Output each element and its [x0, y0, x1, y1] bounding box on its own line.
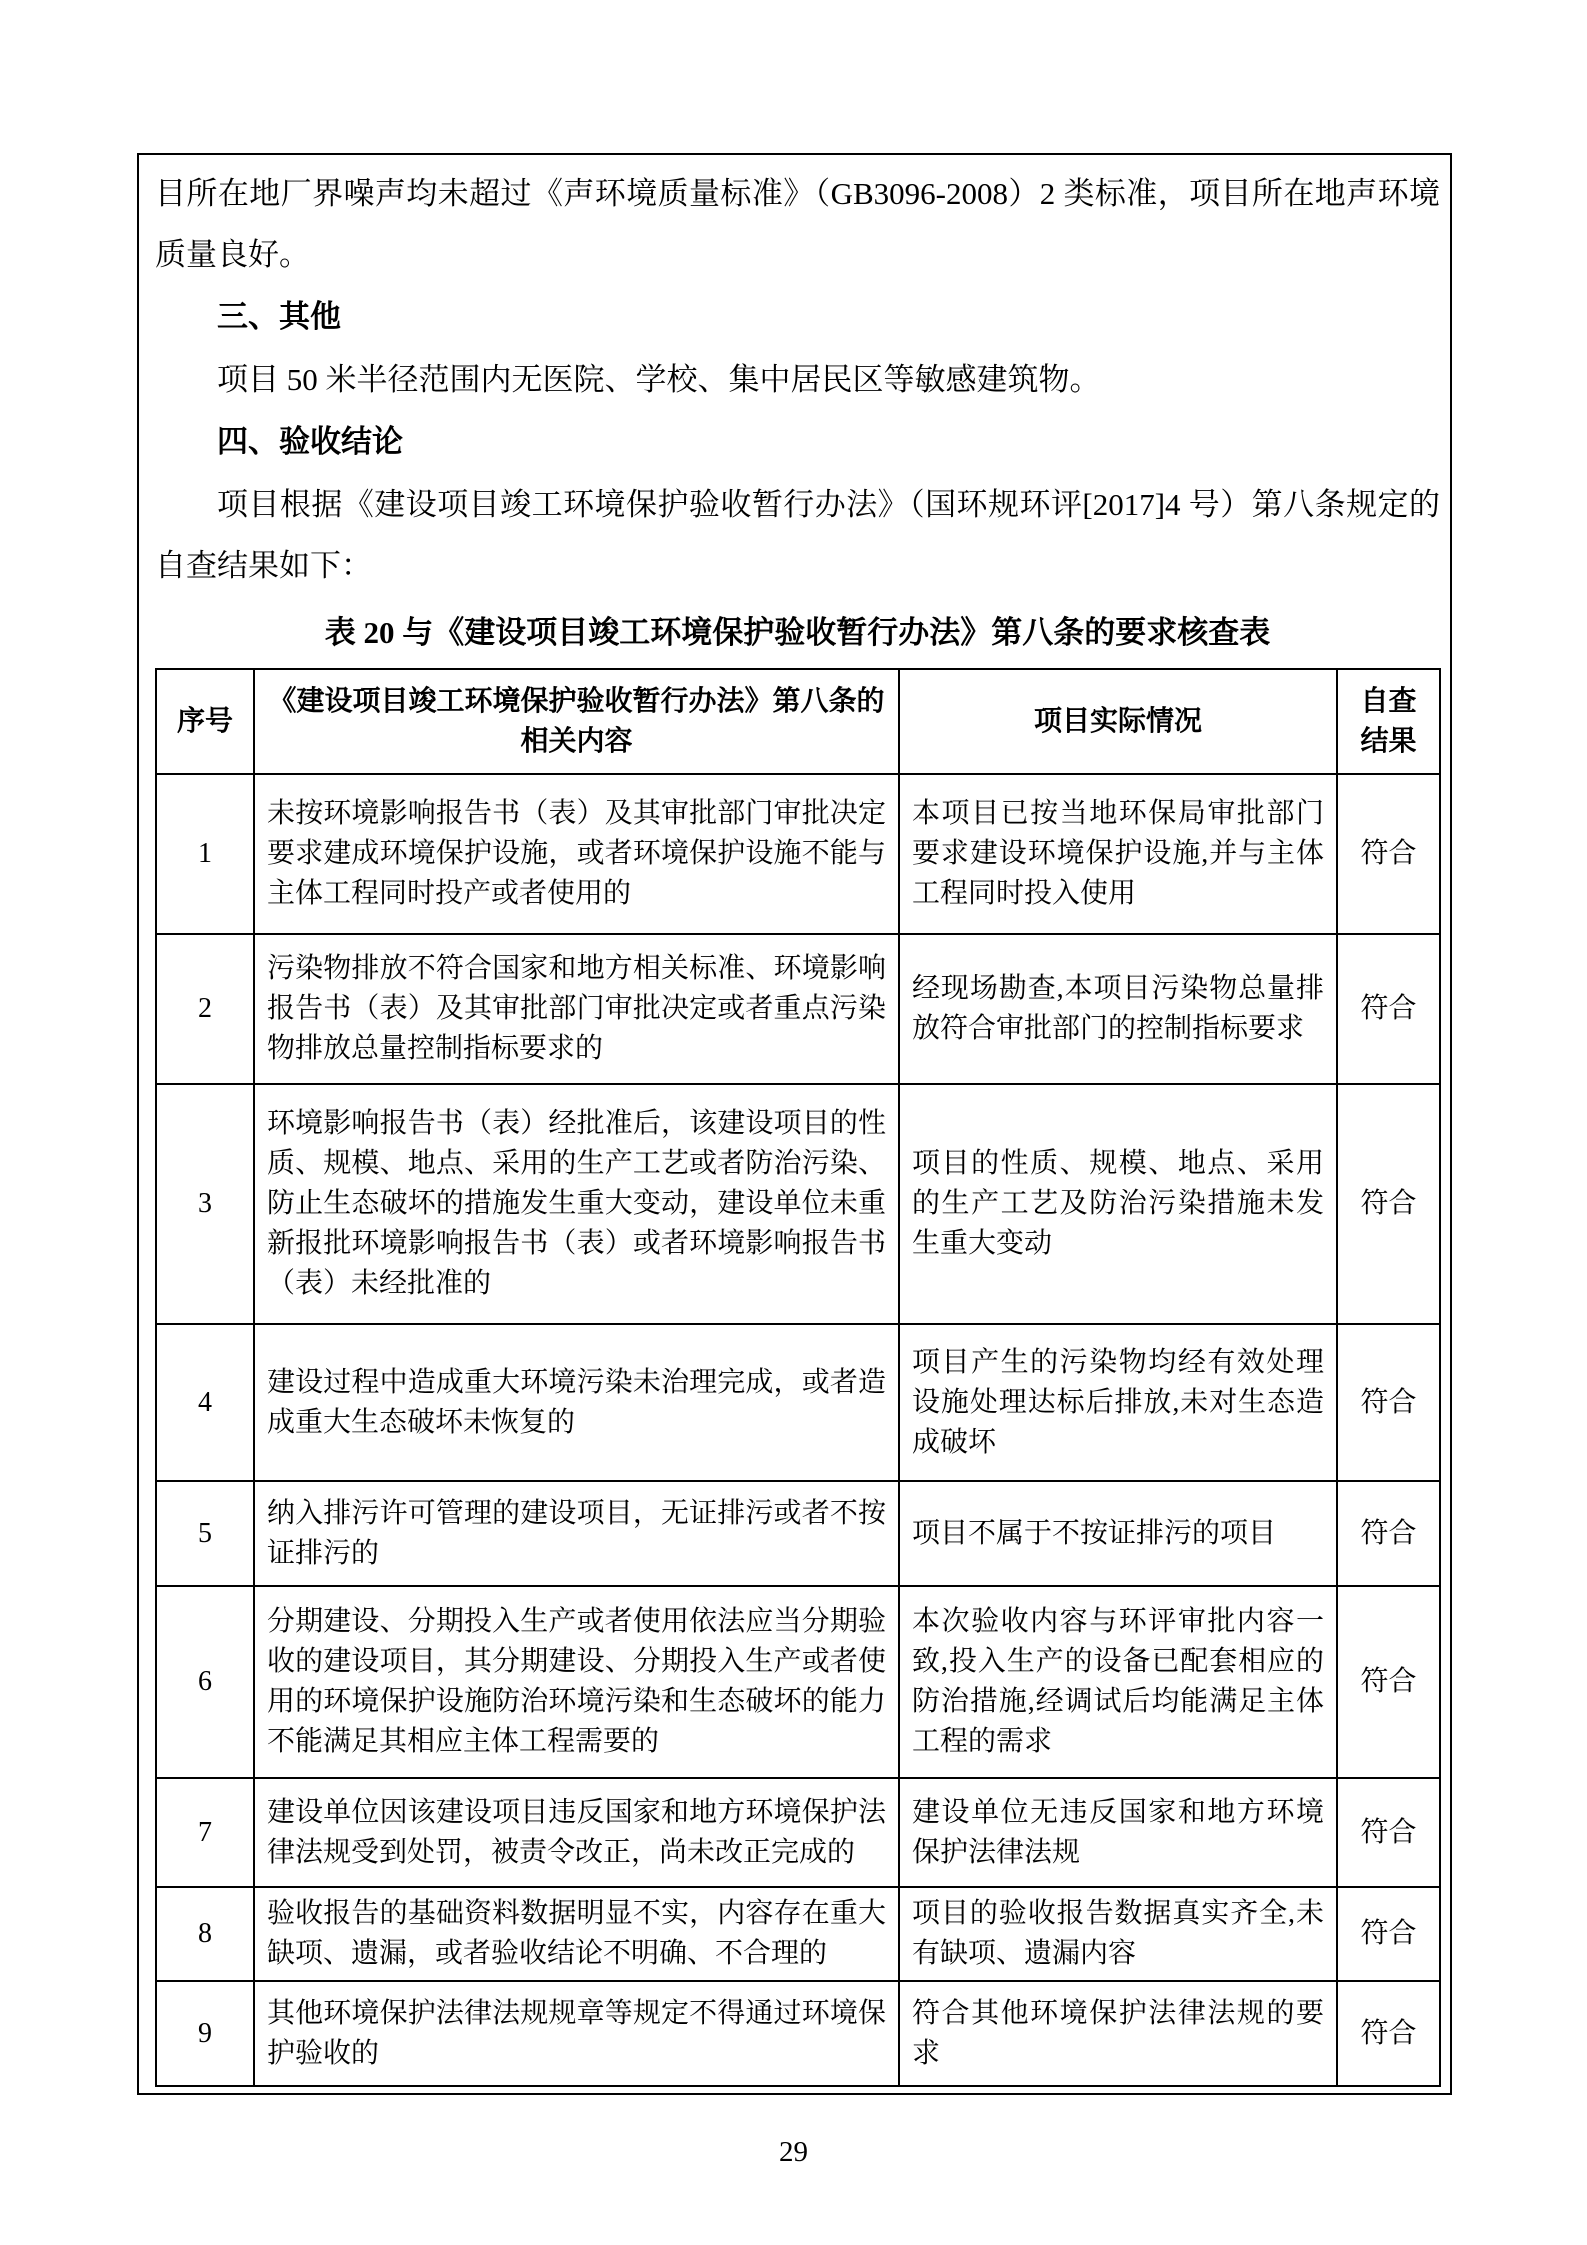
self-check-result-cell: 符合	[1337, 774, 1440, 934]
page-number: 29	[779, 2136, 808, 2168]
self-check-result-cell: 符合	[1337, 1586, 1440, 1778]
table-row	[156, 1981, 1440, 2086]
section-heading-acceptance-conclusion: 四、验收结论	[217, 424, 403, 459]
actual-situation-cell: 本次验收内容与环评审批内容一致,投入生产的设备已配套相应的防治措施,经调试后均能满足主体工程的需求	[899, 1586, 1337, 1778]
table-row	[156, 1586, 1440, 1778]
actual-situation-cell: 项目不属于不按证排污的项目	[899, 1481, 1337, 1586]
paragraph-noise-conclusion: 目所在地厂界噪声均未超过《声环境质量标准》（GB3096-2008）2 类标准，项目所在地声环境质量良好。	[155, 176, 1440, 272]
table-row	[156, 1481, 1440, 1586]
self-check-result-cell: 符合	[1337, 1778, 1440, 1887]
header-相关内容: 《建设项目竣工环境保护验收暂行办法》第八条的相关内容	[254, 669, 899, 774]
row-number-cell: 7	[156, 1778, 254, 1887]
requirement-cell: 建设单位因该建设项目违反国家和地方环境保护法律法规受到处罚，被责令改正，尚未改正完成的	[254, 1778, 899, 1887]
requirement-cell: 分期建设、分期投入生产或者使用依法应当分期验收的建设项目，其分期建设、分期投入生产或者使用的环境保护设施防治环境污染和生态破坏的能力不能满足其相应主体工程需要的	[254, 1586, 899, 1778]
actual-situation-cell: 项目产生的污染物均经有效处理设施处理达标后排放,未对生态造成破坏	[899, 1324, 1337, 1481]
header-序号: 序号	[156, 669, 254, 774]
table-row	[156, 1084, 1440, 1324]
requirement-cell: 纳入排污许可管理的建设项目，无证排污或者不按证排污的	[254, 1481, 899, 1586]
requirement-cell: 污染物排放不符合国家和地方相关标准、环境影响报告书（表）及其审批部门审批决定或者重点污染物排放总量控制指标要求的	[254, 934, 899, 1084]
self-check-result-cell: 符合	[1337, 1887, 1440, 1981]
row-number-cell: 1	[156, 774, 254, 934]
self-check-result-cell: 符合	[1337, 1324, 1440, 1481]
page-border-frame	[137, 153, 1452, 2095]
actual-situation-cell: 符合其他环境保护法律法规的要求	[899, 1981, 1337, 2086]
row-number-cell: 9	[156, 1981, 254, 2086]
row-number-cell: 8	[156, 1887, 254, 1981]
table-title: 表 20 与《建设项目竣工环境保护验收暂行办法》第八条的要求核查表	[324, 615, 1271, 650]
checklist-tbody	[156, 774, 1440, 2086]
table-row	[156, 774, 1440, 934]
requirement-cell: 其他环境保护法律法规规章等规定不得通过环境保护验收的	[254, 1981, 899, 2086]
requirement-cell: 环境影响报告书（表）经批准后，该建设项目的性质、规模、地点、采用的生产工艺或者防治污染、防止生态破坏的措施发生重大变动，建设单位未重新报批环境影响报告书（表）或者环境影响报告书（表）未经批准的	[254, 1084, 899, 1324]
acceptance-checklist-table	[155, 668, 1441, 2087]
header-项目实际情况: 项目实际情况	[899, 669, 1337, 774]
table-row	[156, 1324, 1440, 1481]
table-row	[156, 1778, 1440, 1887]
section-heading-other: 三、其他	[217, 299, 341, 334]
requirement-cell: 验收报告的基础资料数据明显不实，内容存在重大缺项、遗漏，或者验收结论不明确、不合理的	[254, 1887, 899, 1981]
row-number-cell: 4	[156, 1324, 254, 1481]
actual-situation-cell: 经现场勘查,本项目污染物总量排放符合审批部门的控制指标要求	[899, 934, 1337, 1084]
self-check-result-cell: 符合	[1337, 934, 1440, 1084]
self-check-result-cell: 符合	[1337, 1481, 1440, 1586]
row-number-cell: 2	[156, 934, 254, 1084]
actual-situation-cell: 项目的性质、规模、地点、采用的生产工艺及防治污染措施未发生重大变动	[899, 1084, 1337, 1324]
actual-situation-cell: 建设单位无违反国家和地方环境保护法律法规	[899, 1778, 1337, 1887]
table-header-row	[156, 669, 1440, 774]
paragraph-self-check-intro: 项目根据《建设项目竣工环境保护验收暂行办法》（国环规环评[2017]4 号）第八条规定的自查结果如下：	[155, 487, 1440, 583]
row-number-cell: 6	[156, 1586, 254, 1778]
self-check-result-cell: 符合	[1337, 1981, 1440, 2086]
table-row	[156, 1887, 1440, 1981]
row-number-cell: 3	[156, 1084, 254, 1324]
requirement-cell: 建设过程中造成重大环境污染未治理完成，或者造成重大生态破坏未恢复的	[254, 1324, 899, 1481]
self-check-result-cell: 符合	[1337, 1084, 1440, 1324]
row-number-cell: 5	[156, 1481, 254, 1586]
requirement-cell: 未按环境影响报告书（表）及其审批部门审批决定要求建成环境保护设施，或者环境保护设施不能与主体工程同时投产或者使用的	[254, 774, 899, 934]
actual-situation-cell: 项目的验收报告数据真实齐全,未有缺项、遗漏内容	[899, 1887, 1337, 1981]
paragraph-sensitive-buildings: 项目 50 米半径范围内无医院、学校、集中居民区等敏感建筑物。	[217, 362, 1101, 397]
actual-situation-cell: 本项目已按当地环保局审批部门要求建设环境保护设施,并与主体工程同时投入使用	[899, 774, 1337, 934]
header-自查结果: 自查结果	[1337, 669, 1440, 774]
table-row	[156, 934, 1440, 1084]
